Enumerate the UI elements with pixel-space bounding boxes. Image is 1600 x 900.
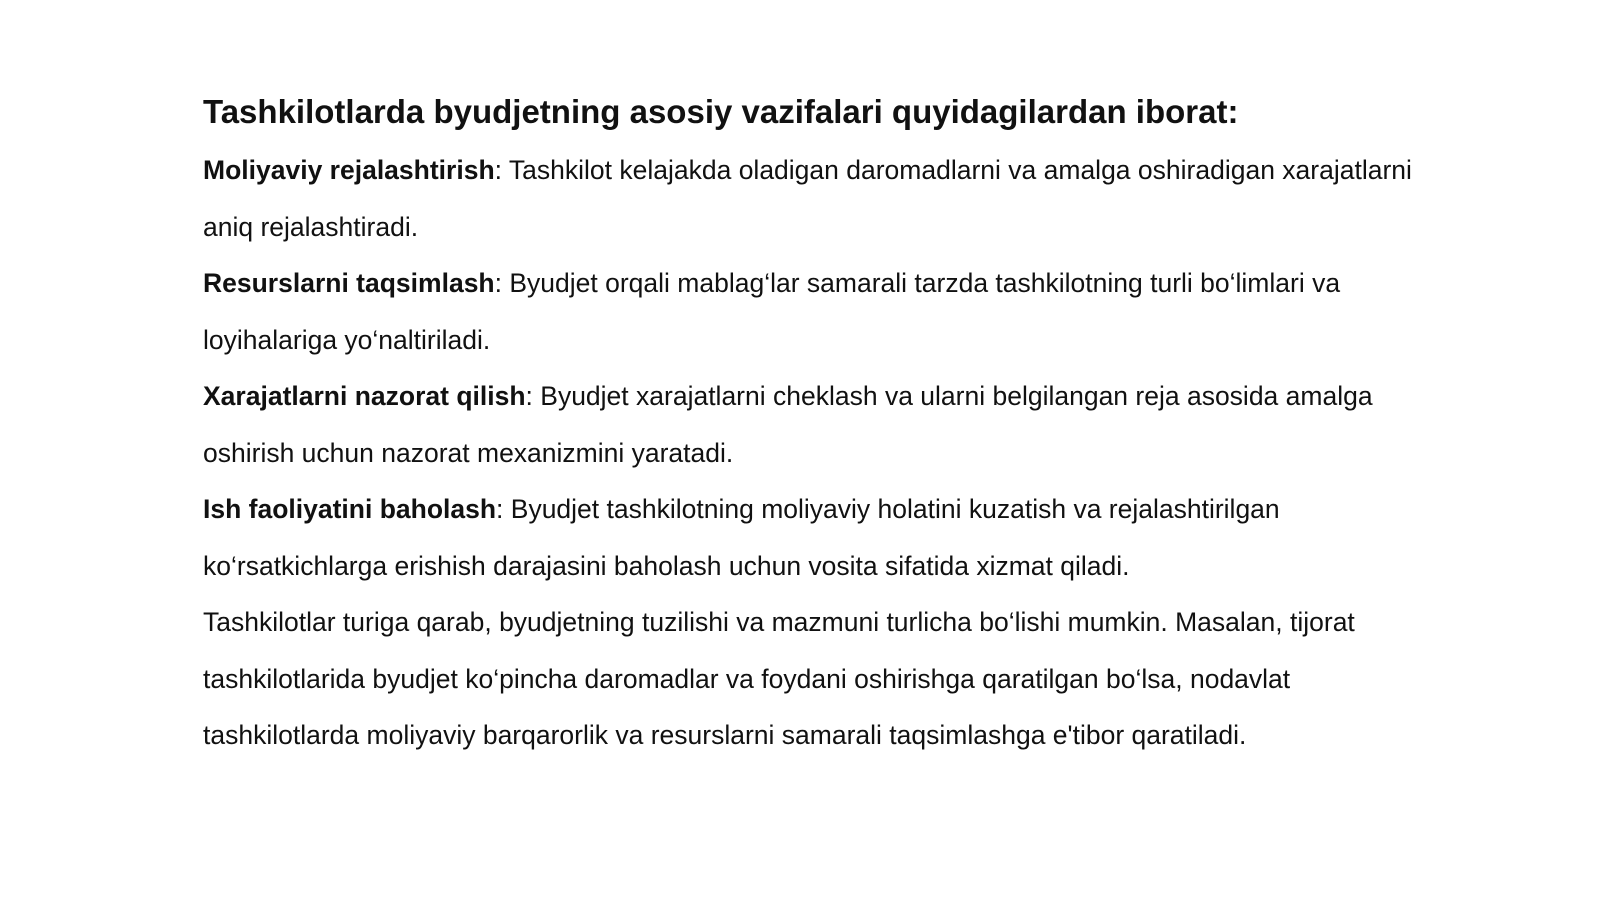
- term-separator: :: [494, 155, 503, 185]
- term-separator: :: [525, 381, 533, 411]
- function-term: Xarajatlarni nazorat qilish: [203, 381, 526, 411]
- function-term: Moliyaviy rejalashtirish: [203, 155, 495, 185]
- function-paragraph-financial-planning: [203, 142, 1433, 255]
- function-description: Byudjet xarajatlarni cheklash va ularni belgilangan reja asosida amalga oshirish uchun nazorat mexanizmini yaratadi.: [203, 381, 1373, 468]
- function-paragraph-expense-control: [203, 368, 1433, 481]
- function-paragraph-resource-allocation: [203, 255, 1433, 368]
- function-paragraph-performance-evaluation: [203, 481, 1433, 594]
- closing-paragraph: Tashkilotlar turiga qarab, byudjetning tuzilishi va mazmuni turlicha bo‘lishi mumkin. Masalan, tijorat tashkilotlarida byudjet ko‘pincha daromadlar va foydani oshirishga qaratilgan bo‘lsa, nodavlat tashkilotlarda moliyaviy barqarorlik va resurslarni samarali taqsimlashga e'tibor qaratiladi.: [203, 607, 1355, 750]
- term-separator: :: [496, 494, 504, 524]
- function-description: Byudjet tashkilotning moliyaviy holatini kuzatish va rejalashtirilgan ko‘rsatkichlarga erishish darajasini baholash uchun vosita sifatida xizmat qiladi.: [203, 494, 1280, 581]
- function-term: Ish faoliyatini baholash: [203, 494, 497, 524]
- slide-content: [203, 88, 1433, 764]
- slide-title: Tashkilotlarda byudjetning asosiy vazifalari quyidagilardan iborat:: [203, 93, 1239, 130]
- function-description: Byudjet orqali mablag‘lar samarali tarzda tashkilotning turli bo‘limlari va loyihalariga yo‘naltiriladi.: [203, 268, 1341, 355]
- function-description: Tashkilot kelajakda oladigan daromadlarni va amalga oshiradigan xarajatlarni aniq rejalashtiradi.: [203, 155, 1412, 242]
- term-separator: :: [494, 268, 502, 298]
- function-term: Resurslarni taqsimlash: [203, 268, 495, 298]
